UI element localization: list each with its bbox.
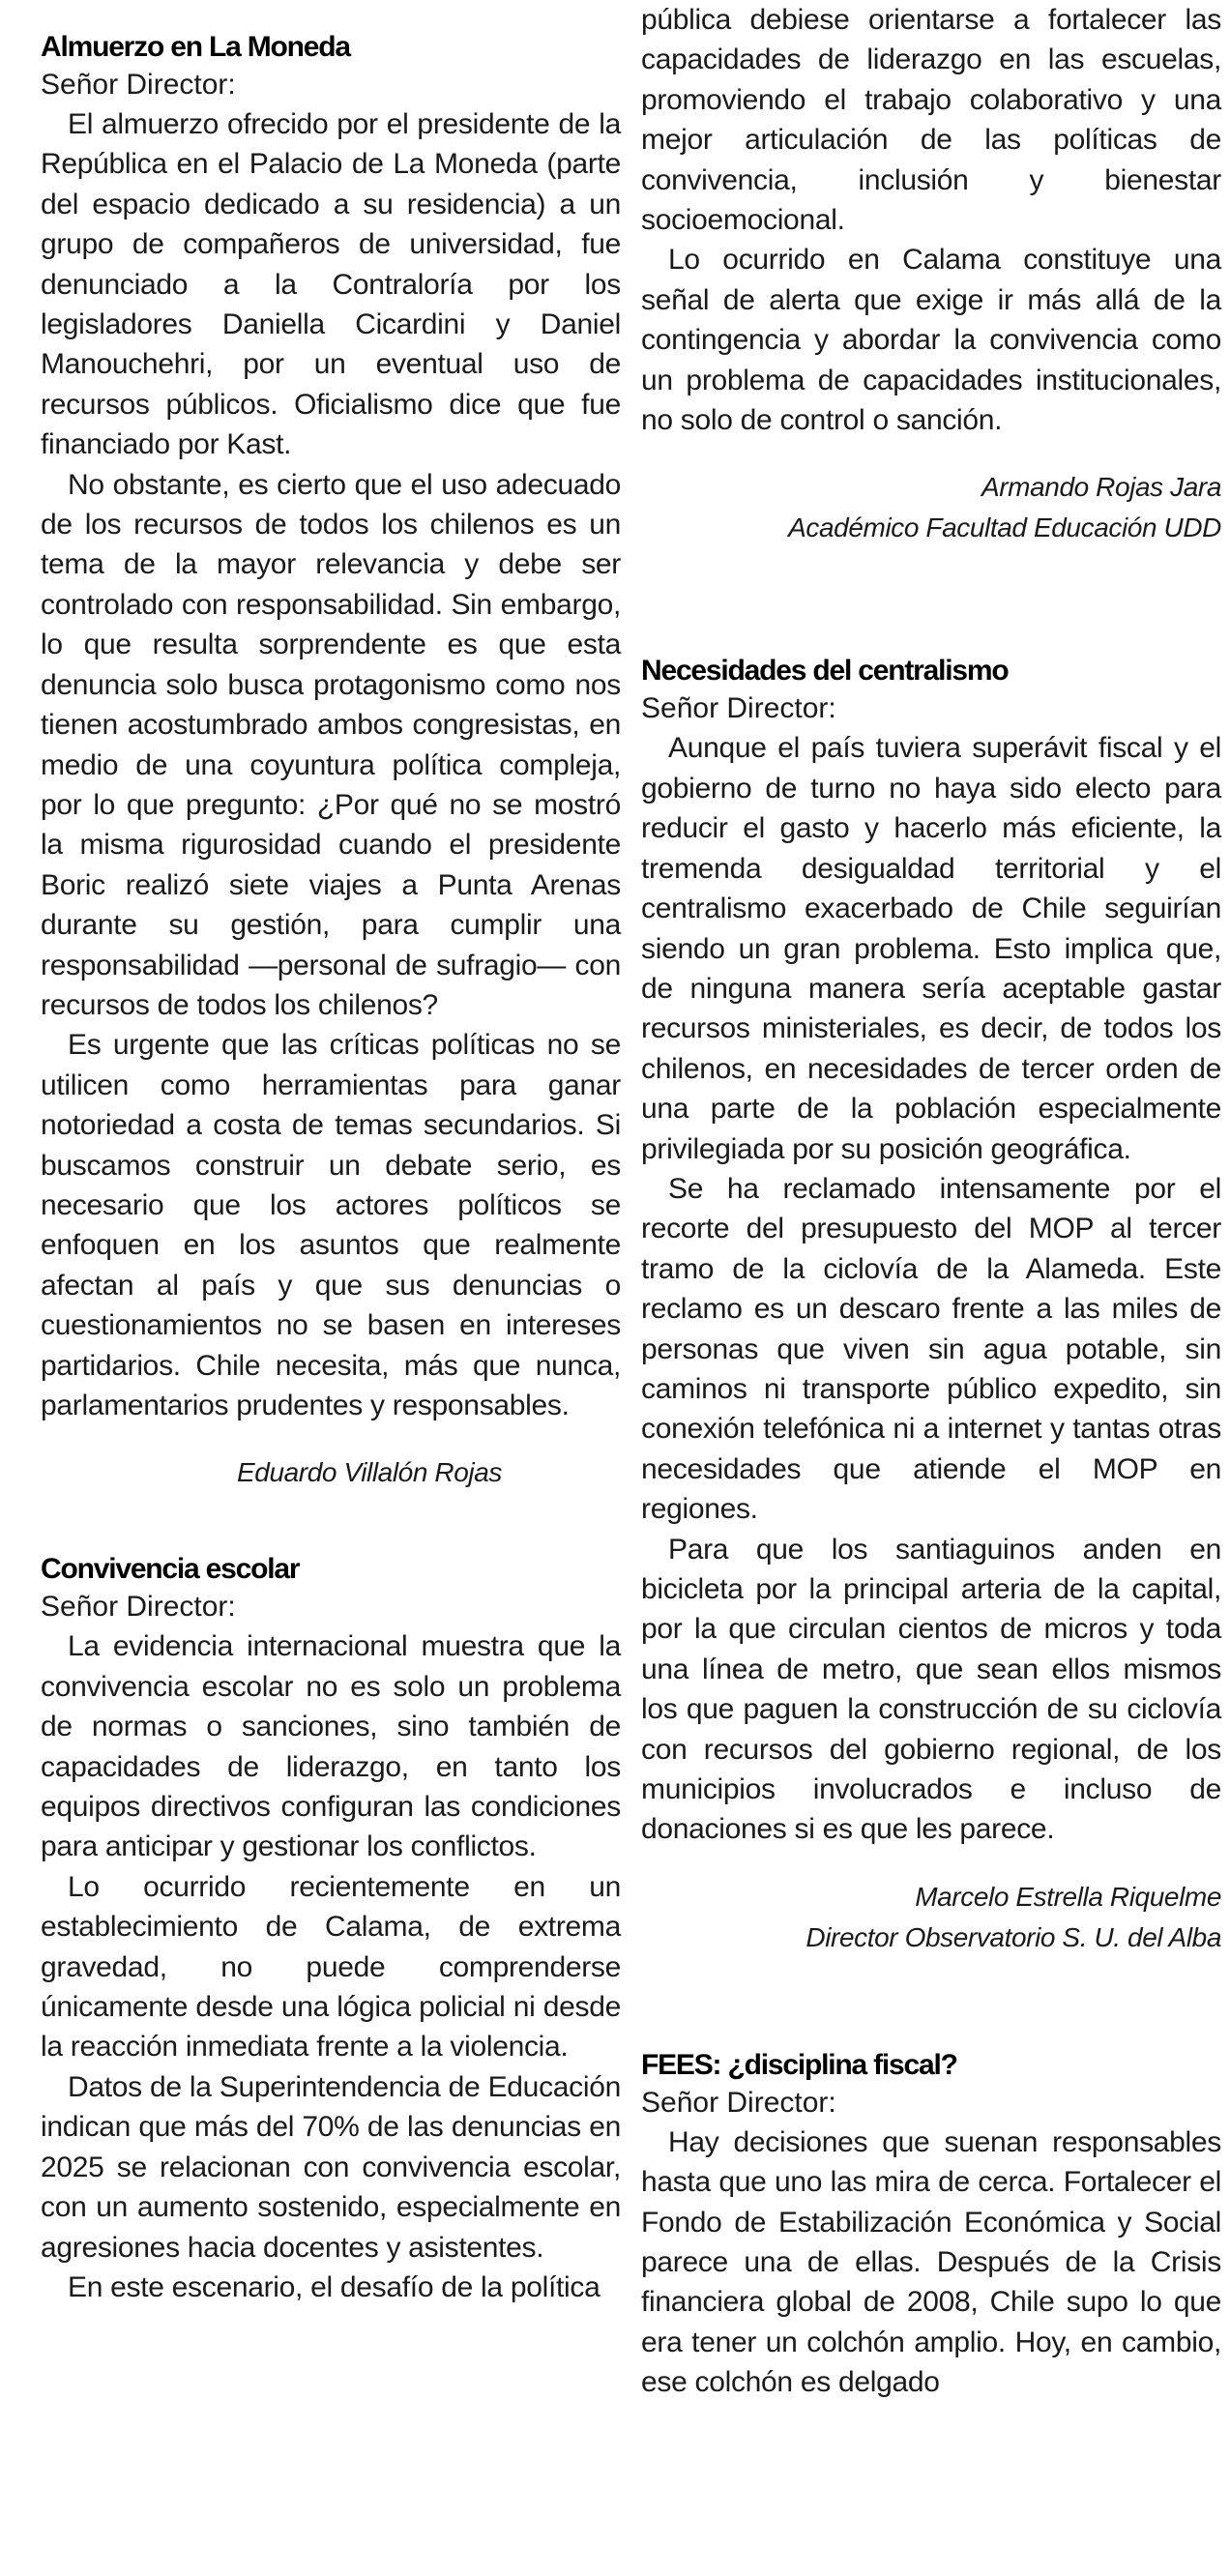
letter-paragraph: No obstante, es cierto que el uso adecuado de los recursos de todos los chilenos es un tema de la mayor relevancia y debe ser controlado con responsabilidad. Sin embargo, lo que resulta sorprendente es que esta denuncia solo busca protagonismo como nos tienen acostumbrado ambos congresistas, en medio de una coyuntura política compleja, por lo que pregunto: ¿Por qué no se mostró la misma rigurosidad cuando el presidente Boric realizó siete viajes a Punta Arenas durante su gestión, para cumplir una responsabilidad —personal de sufragio— con recursos de todos los chilenos?	[41, 468, 621, 1021]
letter-paragraph: En este escenario, el desafío de la política	[68, 2270, 600, 2303]
left-column	[41, 29, 621, 2307]
letter-signature: Eduardo Villalón Rojas	[237, 1457, 502, 1488]
letter-salutation: Señor Director:	[41, 69, 236, 101]
right-column	[641, 0, 1221, 2403]
letter-salutation: Señor Director:	[641, 2086, 836, 2119]
letter-salutation: Señor Director:	[641, 692, 836, 725]
letter-signature: Armando Rojas Jara	[981, 472, 1221, 503]
letter-convivencia-continued	[641, 0, 1221, 548]
letter-paragraph: Para que los santiaguinos anden en bicicleta por la principal arteria de la capital, por la que circulan cientos de micros y toda una línea de metro, que sean ellos mismos los que paguen la construcción de su ciclovía con recursos del gobierno regional, de los municipios involucrados e incluso de donaciones si es que les parece.	[641, 1533, 1221, 1846]
letter-signature: Marcelo Estrella Riquelme	[915, 1881, 1221, 1912]
letter-paragraph: Lo ocurrido recientemente en un establecimiento de Calama, de extrema gravedad, no puede comprenderse únicamente desde una lógica policial ni desde la reacción inmediata frente a la violencia.	[41, 1870, 621, 2064]
letter-paragraph: La evidencia internacional muestra que la convivencia escolar no es solo un problema de normas o sanciones, sino también de capacidades de liderazgo, en tanto los equipos directivos configuran las condiciones para anticipar y gestionar los conflictos.	[41, 1630, 621, 1863]
letter-paragraph: Es urgente que las críticas políticas no se utilicen como herramientas para ganar notoriedad a costa de temas secundarios. Si buscamos construir un debate serio, es necesario que los actores políticos se enfoquen en los asuntos que realmente afectan al país y que sus denuncias o cuestionamientos no se basen en intereses partidarios. Chile necesita, más que nunca, parlamentarios prudentes y responsables.	[41, 1029, 621, 1421]
letter-paragraph: Datos de la Superintendencia de Educación indican que más del 70% de las denuncias en 2025 se relacionan con convivencia escolar, con un aumento sostenido, especialmente en agresiones hacia docentes y asistentes.	[41, 2070, 621, 2264]
letter-paragraph: El almuerzo ofrecido por el presidente de la República en el Palacio de La Moneda (parte del espacio dedicado a su residencia) a un grupo de compañeros de universidad, fue denunciado a la Contraloría por los legisladores Daniella Cicardini y Daniel Manouchehri, por un eventual uso de recursos públicos. Oficialismo dice que fue financiado por Kast.	[41, 108, 621, 461]
letter-headline: Convivencia escolar	[41, 1553, 300, 1586]
letter-paragraph: Aunque el país tuviera superávit fiscal y el gobierno de turno no haya sido electo para reducir el gasto y hacerlo más eficiente, la tremenda desigualdad territorial y el centralismo exacerbado de Chile seguirían siendo un gran problema. Esto implica que, de ninguna manera sería aceptable gastar recursos ministeriales, es decir, de todos los chilenos, en necesidades de tercer orden de una parte de la población especialmente privilegiada por su posición geográfica.	[641, 732, 1221, 1165]
letter-convivencia	[41, 1551, 621, 2307]
letter-paragraph: Se ha reclamado intensamente por el recorte del presupuesto del MOP al tercer tramo de la ciclovía de la Alameda. Este reclamo es un descaro frente a las miles de personas que viven sin agua potable, sin caminos ni transporte público expedito, sin conexión telefónica ni a internet y tantas otras necesidades que atiende el MOP en regiones.	[641, 1172, 1221, 1526]
letter-headline: Necesidades del centralismo	[641, 655, 1009, 688]
letter-paragraph: pública debiese orientarse a fortalecer las capacidades de liderazgo en las escuelas, promoviendo el trabajo colaborativo y una mejor articulación de las políticas de convivencia, inclusión y bienestar socioemocional.	[641, 4, 1221, 237]
letter-paragraph: Lo ocurrido en Calama constituye una señal de alerta que exige ir más allá de la contingencia y abordar la convivencia como un problema de capacidades institucionales, no solo de control o sanción.	[641, 244, 1221, 437]
letter-signature-title: Director Observatorio S. U. del Alba	[805, 1921, 1221, 1952]
letter-almuerzo	[41, 29, 621, 1493]
letter-centralismo	[641, 653, 1221, 1957]
letter-headline: FEES: ¿disciplina fiscal?	[641, 2048, 957, 2081]
letter-paragraph: Hay decisiones que suenan responsables hasta que uno las mira de cerca. Fortalecer el Fondo de Estabilización Económica y Social parece una de ellas. Después de la Crisis financiera global de 2008, Chile supo lo que era tener un colchón amplio. Hoy, en cambio, ese colchón es delgado	[641, 2125, 1221, 2399]
letter-signature-title: Académico Facultad Educación UDD	[788, 512, 1221, 543]
letter-fees	[641, 2047, 1221, 2403]
letter-salutation: Señor Director:	[41, 1591, 236, 1624]
letter-headline: Almuerzo en La Moneda	[41, 31, 350, 63]
